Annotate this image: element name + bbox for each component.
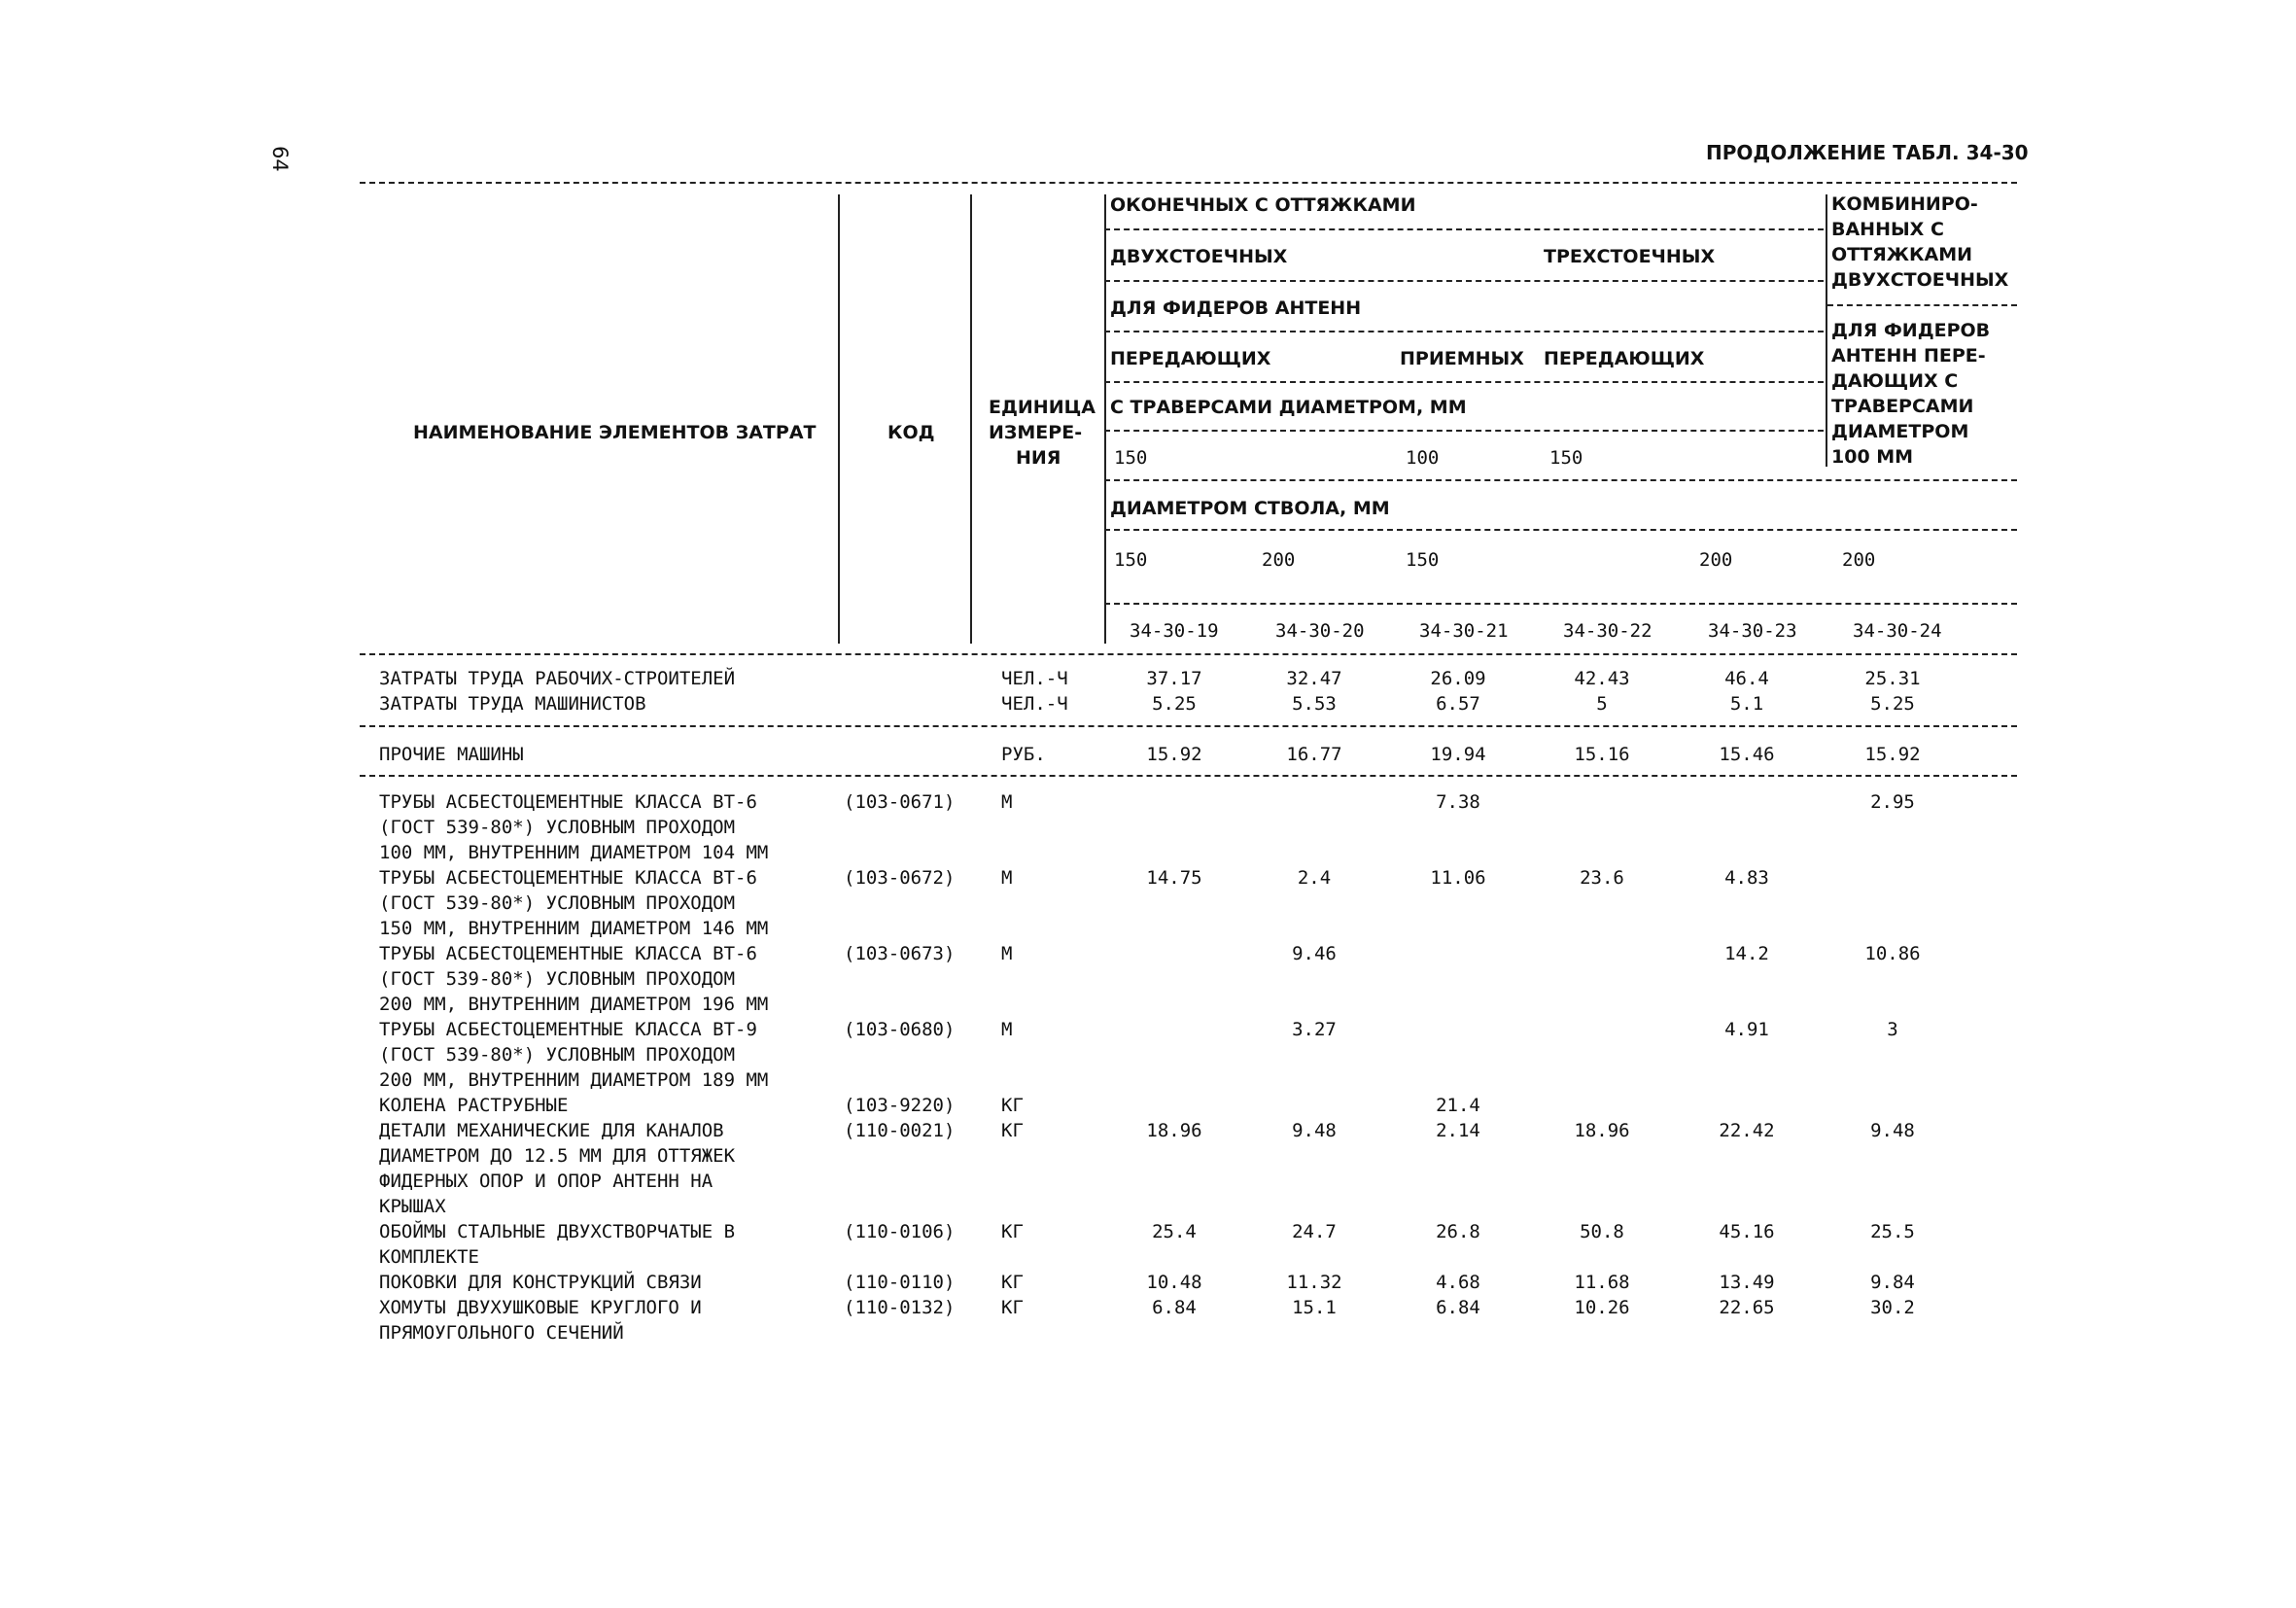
row-name-line: ХОМУТЫ ДВУХУШКОВЫЕ КРУГЛОГО И	[379, 1297, 702, 1318]
row-value: 18.96	[1146, 1120, 1202, 1141]
row-unit: РУБ.	[1001, 744, 1046, 765]
row-name-line: 150 ММ, ВНУТРЕННИМ ДИАМЕТРОМ 146 ММ	[379, 918, 769, 939]
row-value: 45.16	[1719, 1221, 1775, 1242]
row-name-line: ДИАМЕТРОМ ДО 12.5 ММ ДЛЯ ОТТЯЖЕК	[379, 1145, 736, 1167]
rule-machines-bottom	[360, 775, 2017, 777]
row-name-line: ЗАТРАТЫ ТРУДА РАБОЧИХ-СТРОИТЕЛЕЙ	[379, 668, 736, 689]
header-right-2: ВАННЫХ С	[1831, 219, 1944, 240]
header-receiving: ПРИЕМНЫХ	[1400, 348, 1524, 369]
rule-h1	[1104, 228, 1824, 230]
row-value: 19.94	[1430, 744, 1486, 765]
row-value: 4.83	[1724, 867, 1769, 889]
page-number: 64	[268, 146, 292, 172]
vline-unit	[970, 194, 972, 644]
header-rf-1: ДЛЯ ФИДЕРОВ	[1831, 320, 1991, 341]
row-code: (103-0673)	[844, 943, 956, 964]
row-value: 2.4	[1297, 867, 1332, 889]
header-transmitting2: ПЕРЕДАЮЩИХ	[1544, 348, 1705, 369]
header-trunk-3: 150	[1406, 549, 1440, 571]
row-name-line: (ГОСТ 539-80*) УСЛОВНЫМ ПРОХОДОМ	[379, 1044, 736, 1066]
header-code-19: 34-30-19	[1130, 620, 1219, 642]
row-value: 6.57	[1436, 693, 1480, 715]
row-unit: ЧЕЛ.-Ч	[1001, 693, 1068, 715]
header-trav-150: 150	[1114, 447, 1148, 469]
header-code-22: 34-30-22	[1563, 620, 1652, 642]
header-trunk-1: 150	[1114, 549, 1148, 571]
rule-top	[360, 182, 2017, 184]
header-code-col: КОД	[887, 422, 935, 443]
header-three-post: ТРЕХСТОЕЧНЫХ	[1544, 246, 1716, 267]
row-code: (103-9220)	[844, 1095, 956, 1116]
row-value: 5.53	[1292, 693, 1337, 715]
header-traverse: С ТРАВЕРСАМИ ДИАМЕТРОМ, ММ	[1110, 397, 1467, 418]
row-name-line: (ГОСТ 539-80*) УСЛОВНЫМ ПРОХОДОМ	[379, 817, 736, 838]
row-code: (103-0672)	[844, 867, 956, 889]
header-trunk: ДИАМЕТРОМ СТВОЛА, ММ	[1110, 498, 1390, 519]
row-value: 32.47	[1286, 668, 1342, 689]
row-unit: М	[1001, 1019, 1013, 1040]
header-two-post: ДВУХСТОЕЧНЫХ	[1110, 246, 1288, 267]
row-name-line: ТРУБЫ АСБЕСТОЦЕМЕНТНЫЕ КЛАССА ВТ-9	[379, 1019, 757, 1040]
rule-h2	[1104, 280, 1824, 282]
row-value: 15.46	[1719, 744, 1775, 765]
row-name-line: 200 ММ, ВНУТРЕННИМ ДИАМЕТРОМ 189 ММ	[379, 1069, 769, 1091]
row-value: 14.2	[1724, 943, 1769, 964]
row-value: 11.32	[1286, 1272, 1342, 1293]
header-right-3: ОТТЯЖКАМИ	[1831, 244, 1973, 265]
row-value: 9.84	[1870, 1272, 1915, 1293]
row-value: 21.4	[1436, 1095, 1480, 1116]
row-name-line: ФИДЕРНЫХ ОПОР И ОПОР АНТЕНН НА	[379, 1171, 713, 1192]
row-value: 11.06	[1430, 867, 1486, 889]
rule-h2r	[1827, 304, 2017, 306]
vline-code	[838, 194, 840, 644]
row-name-line: ПРОЧИЕ МАШИНЫ	[379, 744, 524, 765]
row-value: 15.16	[1574, 744, 1630, 765]
rule-h7	[1104, 529, 2017, 531]
row-value: 22.42	[1719, 1120, 1775, 1141]
row-unit: КГ	[1001, 1095, 1024, 1116]
row-value: 6.84	[1152, 1297, 1197, 1318]
row-value: 16.77	[1286, 744, 1342, 765]
vline-data	[1104, 194, 1106, 644]
row-unit: М	[1001, 791, 1013, 813]
row-value: 14.75	[1146, 867, 1202, 889]
row-value: 24.7	[1292, 1221, 1337, 1242]
row-name-line: ТРУБЫ АСБЕСТОЦЕМЕНТНЫЕ КЛАССА ВТ-6	[379, 943, 757, 964]
row-name-line: КОЛЕНА РАСТРУБНЫЕ	[379, 1095, 569, 1116]
row-value: 11.68	[1574, 1272, 1630, 1293]
header-rf-5: ДИАМЕТРОМ	[1831, 421, 1969, 442]
header-rf-2: АНТЕНН ПЕРЕ-	[1831, 345, 1986, 367]
row-code: (110-0110)	[844, 1272, 956, 1293]
row-value: 5.25	[1152, 693, 1197, 715]
row-name-line: ТРУБЫ АСБЕСТОЦЕМЕНТНЫЕ КЛАССА ВТ-6	[379, 867, 757, 889]
row-name-line: ДЕТАЛИ МЕХАНИЧЕСКИЕ ДЛЯ КАНАЛОВ	[379, 1120, 724, 1141]
row-name-line: КОМПЛЕКТЕ	[379, 1246, 479, 1268]
row-value: 15.1	[1292, 1297, 1337, 1318]
row-value: 10.86	[1864, 943, 1921, 964]
row-value: 9.48	[1292, 1120, 1337, 1141]
header-code-23: 34-30-23	[1708, 620, 1797, 642]
row-value: 2.95	[1870, 791, 1915, 813]
header-trunk-5: 200	[1842, 549, 1876, 571]
row-value: 10.26	[1574, 1297, 1630, 1318]
vline-right	[1826, 194, 1827, 467]
row-name-line: ТРУБЫ АСБЕСТОЦЕМЕНТНЫЕ КЛАССА ВТ-6	[379, 791, 757, 813]
row-value: 15.92	[1146, 744, 1202, 765]
header-name-col: НАИМЕНОВАНИЕ ЭЛЕМЕНТОВ ЗАТРАТ	[413, 422, 817, 443]
row-value: 50.8	[1580, 1221, 1624, 1242]
header-trav-150b: 150	[1549, 447, 1583, 469]
header-transmitting: ПЕРЕДАЮЩИХ	[1110, 348, 1271, 369]
row-value: 4.68	[1436, 1272, 1480, 1293]
row-value: 7.38	[1436, 791, 1480, 813]
rule-h8	[1104, 603, 2017, 605]
row-value: 2.14	[1436, 1120, 1480, 1141]
header-trav-100: 100	[1406, 447, 1440, 469]
row-value: 18.96	[1574, 1120, 1630, 1141]
header-group-main: ОКОНЕЧНЫХ С ОТТЯЖКАМИ	[1110, 194, 1416, 216]
row-value: 13.49	[1719, 1272, 1775, 1293]
row-value: 30.2	[1870, 1297, 1915, 1318]
row-name-line: 100 ММ, ВНУТРЕННИМ ДИАМЕТРОМ 104 ММ	[379, 842, 769, 863]
row-name-line: (ГОСТ 539-80*) УСЛОВНЫМ ПРОХОДОМ	[379, 968, 736, 990]
row-value: 22.65	[1719, 1297, 1775, 1318]
row-value: 5.25	[1870, 693, 1915, 715]
row-code: (103-0680)	[844, 1019, 956, 1040]
row-value: 9.48	[1870, 1120, 1915, 1141]
header-right-1: КОМБИНИРО-	[1831, 193, 1978, 215]
rule-h6	[1104, 479, 2017, 481]
row-value: 25.4	[1152, 1221, 1197, 1242]
row-unit: КГ	[1001, 1297, 1024, 1318]
row-value: 6.84	[1436, 1297, 1480, 1318]
row-value: 26.8	[1436, 1221, 1480, 1242]
row-name-line: 200 ММ, ВНУТРЕННИМ ДИАМЕТРОМ 196 ММ	[379, 994, 769, 1015]
rule-header-bottom	[360, 653, 2017, 655]
rule-h5	[1104, 430, 1824, 432]
row-value: 42.43	[1574, 668, 1630, 689]
row-name-line: ПРЯМОУГОЛЬНОГО СЕЧЕНИЙ	[379, 1322, 624, 1344]
table-title: ПРОДОЛЖЕНИЕ ТАБЛ. 34-30	[1706, 141, 2029, 164]
header-for-feeders: ДЛЯ ФИДЕРОВ АНТЕНН	[1110, 297, 1362, 319]
row-value: 10.48	[1146, 1272, 1202, 1293]
row-value: 25.31	[1864, 668, 1921, 689]
rule-labor-bottom	[360, 725, 2017, 727]
row-value: 9.46	[1292, 943, 1337, 964]
row-unit: М	[1001, 867, 1013, 889]
header-trunk-2: 200	[1262, 549, 1296, 571]
header-rf-6: 100 ММ	[1831, 446, 1914, 468]
header-unit-2: ИЗМЕРЕ-	[989, 422, 1083, 443]
row-value: 3	[1887, 1019, 1898, 1040]
row-unit: М	[1001, 943, 1013, 964]
row-unit: КГ	[1001, 1272, 1024, 1293]
header-rf-3: ДАЮЩИХ С	[1831, 370, 1959, 392]
row-value: 4.91	[1724, 1019, 1769, 1040]
row-value: 5	[1596, 693, 1608, 715]
row-code: (110-0132)	[844, 1297, 956, 1318]
row-value: 3.27	[1292, 1019, 1337, 1040]
row-value: 15.92	[1864, 744, 1921, 765]
row-code: (110-0106)	[844, 1221, 956, 1242]
rule-h3	[1104, 331, 1824, 332]
row-value: 25.5	[1870, 1221, 1915, 1242]
row-value: 37.17	[1146, 668, 1202, 689]
row-name-line: ОБОЙМЫ СТАЛЬНЫЕ ДВУХСТВОРЧАТЫЕ В	[379, 1221, 736, 1242]
row-value: 26.09	[1430, 668, 1486, 689]
row-name-line: (ГОСТ 539-80*) УСЛОВНЫМ ПРОХОДОМ	[379, 892, 736, 914]
header-code-24: 34-30-24	[1853, 620, 1942, 642]
rule-h4	[1104, 381, 1824, 383]
row-unit: ЧЕЛ.-Ч	[1001, 668, 1068, 689]
header-right-4: ДВУХСТОЕЧНЫХ	[1831, 269, 2009, 291]
row-name-line: ЗАТРАТЫ ТРУДА МАШИНИСТОВ	[379, 693, 646, 715]
row-name-line: КРЫШАХ	[379, 1196, 446, 1217]
row-value: 5.1	[1729, 693, 1764, 715]
header-trunk-4: 200	[1699, 549, 1733, 571]
row-value: 23.6	[1580, 867, 1624, 889]
header-unit-3: НИЯ	[1016, 447, 1061, 469]
row-unit: КГ	[1001, 1120, 1024, 1141]
header-unit-1: ЕДИНИЦА	[989, 397, 1096, 418]
header-rf-4: ТРАВЕРСАМИ	[1831, 396, 1974, 417]
row-unit: КГ	[1001, 1221, 1024, 1242]
row-code: (103-0671)	[844, 791, 956, 813]
header-code-20: 34-30-20	[1275, 620, 1365, 642]
row-name-line: ПОКОВКИ ДЛЯ КОНСТРУКЦИЙ СВЯЗИ	[379, 1272, 702, 1293]
row-code: (110-0021)	[844, 1120, 956, 1141]
header-code-21: 34-30-21	[1419, 620, 1509, 642]
row-value: 46.4	[1724, 668, 1769, 689]
